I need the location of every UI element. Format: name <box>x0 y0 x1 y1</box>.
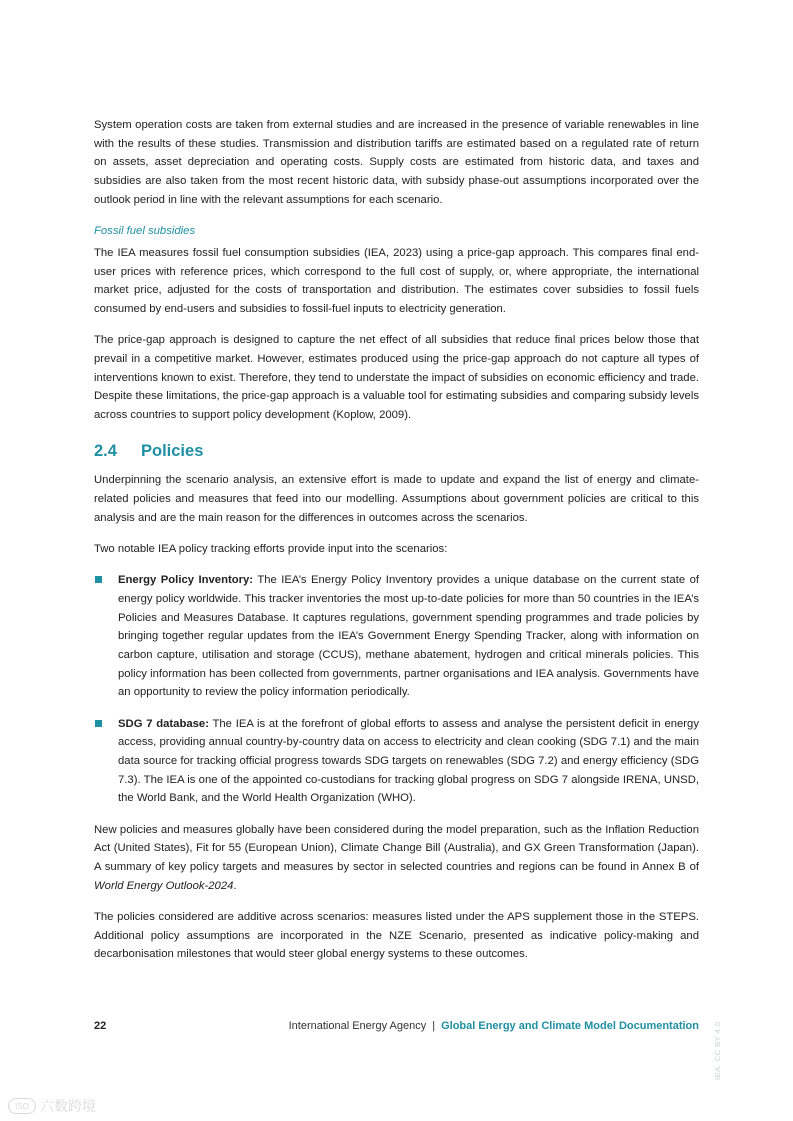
section-title: Policies <box>141 442 204 461</box>
fossil-paragraph-1: The IEA measures fossil fuel consumption subsidies (IEA, 2023) using a price-gap approach. This compares final end-user prices with reference prices, which correspond to the full cost of supply, or, where appropriate, the international market price, adjusted for the costs of transportation and distribution. The estimates cover subsidies to fossil fuels consumed by end-users and subsidies to fossil-fuel inputs to electricity generation. <box>94 247 699 316</box>
footer-doc-title: Global Energy and Climate Model Documentation <box>441 1020 699 1032</box>
license-note: IEA. CC BY 4.0 <box>713 1021 722 1080</box>
bullet-text: The IEA is at the forefront of global efforts to assess and analyse the persistent deficit in energy access, providing annual country-by-country data on access to electricity and clean cooking (SDG 7.1) and the main data source for tracking official progress towards SDG targets on renewables (SDG 7.2) and energy efficiency (SDG 7.3). The IEA is one of the appointed co-custodians for tracking global progress on SDG 7 alongside IRENA, UNSD, the World Bank, and the World Health Organization (WHO). <box>118 717 699 805</box>
page-footer <box>94 1020 699 1032</box>
policies-paragraph-2: Two notable IEA policy tracking efforts provide input into the scenarios: <box>94 542 448 555</box>
intro-paragraph: System operation costs are taken from external studies and are increased in the presence of variable renewables in line with the results of these studies. Transmission and distribution tariffs are estimated based on a regulated rate of return on assets, asset depreciation and operating costs. Supply costs are estimated from historic data, and taxes and subsidies are also taken from the most recent historic data, with subsidy phase-out assumptions incorporated over the outlook period in line with the relevant assumptions for each scenario. <box>94 119 699 206</box>
fossil-paragraph-2: The price-gap approach is designed to capture the net effect of all subsidies that reduce final prices below those that prevail in a competitive market. However, estimates produced using the price-gap approach do not capture all types of interventions known to exist. Therefore, they tend to understate the impact of subsidies on economic efficiency and trade. Despite these limitations, the price-gap approach is a valuable tool for estimating subsidies and comparing subsidy levels across countries to support policy development (Koplow, 2009). <box>94 334 699 422</box>
watermark-text: 六数跨境 <box>40 1098 96 1114</box>
footer-separator: | <box>432 1020 436 1032</box>
bullet-bold-label: SDG 7 database: <box>118 717 209 730</box>
footer-right <box>289 1020 699 1032</box>
policies-paragraph-4: The policies considered are additive across scenarios: measures listed under the APS supplement those in the STEPS. Additional policy assumptions are incorporated in the NZE Scenario, presented as indicative policy-making and decarbonisation milestones that would steer global energy systems to these outcomes. <box>94 910 699 961</box>
section-heading-policies <box>94 437 699 465</box>
page-number: 22 <box>94 1020 107 1032</box>
bullet-text: The IEA’s Energy Policy Inventory provides a unique database on the current state of energy policy worldwide. This tracker inventories the most up-to-date policies for more than 50 countries in the IEA’s Policies and Measures Database. It captures regulations, government spending programmes and trade policies by bringing together regular updates from the IEA’s Government Energy Spending Tracker, along with information on carbon capture, utilisation and storage (CCUS), methane abatement, hydrogen and critical minerals policies. This policy information has been collected from governments, partner organisations and IEA analysis. Governments have an opportunity to review the policy information periodically. <box>118 574 699 699</box>
bullet-energy-policy-inventory <box>94 571 699 702</box>
watermark-logo-icon: ISO <box>8 1098 36 1114</box>
bullet-square-icon <box>95 720 102 727</box>
policies-paragraph-3: New policies and measures globally have been considered during the model preparation, such as the Inflation Reduction Act (United States), Fit for 55 (European Union), Climate Change Bill (Australia), and GX Green Transformation (Japan). A summary of key policy targets and measures by sector in selected countries and regions can be found in Annex B of World Energy Outlook-2024. <box>94 823 699 892</box>
watermark <box>8 1096 96 1116</box>
page-content <box>94 116 699 977</box>
section-number: 2.4 <box>94 442 117 461</box>
footer-agency: International Energy Agency <box>288 1020 427 1032</box>
policies-paragraph-1: Underpinning the scenario analysis, an extensive effort is made to update and expand the list of energy and climate-related policies and measures that feed into our modelling. Assumptions about government policies are critical to this analysis and are the main reason for the differences in outcomes across the scenarios. <box>94 474 699 524</box>
bullet-sdg7-database <box>94 715 699 809</box>
fossil-subsidies-heading: Fossil fuel subsidies <box>94 225 196 238</box>
report-title: World Energy Outlook-2024 <box>94 879 234 892</box>
bullet-square-icon <box>95 576 102 583</box>
bullet-bold-label: Energy Policy Inventory: <box>118 574 254 587</box>
